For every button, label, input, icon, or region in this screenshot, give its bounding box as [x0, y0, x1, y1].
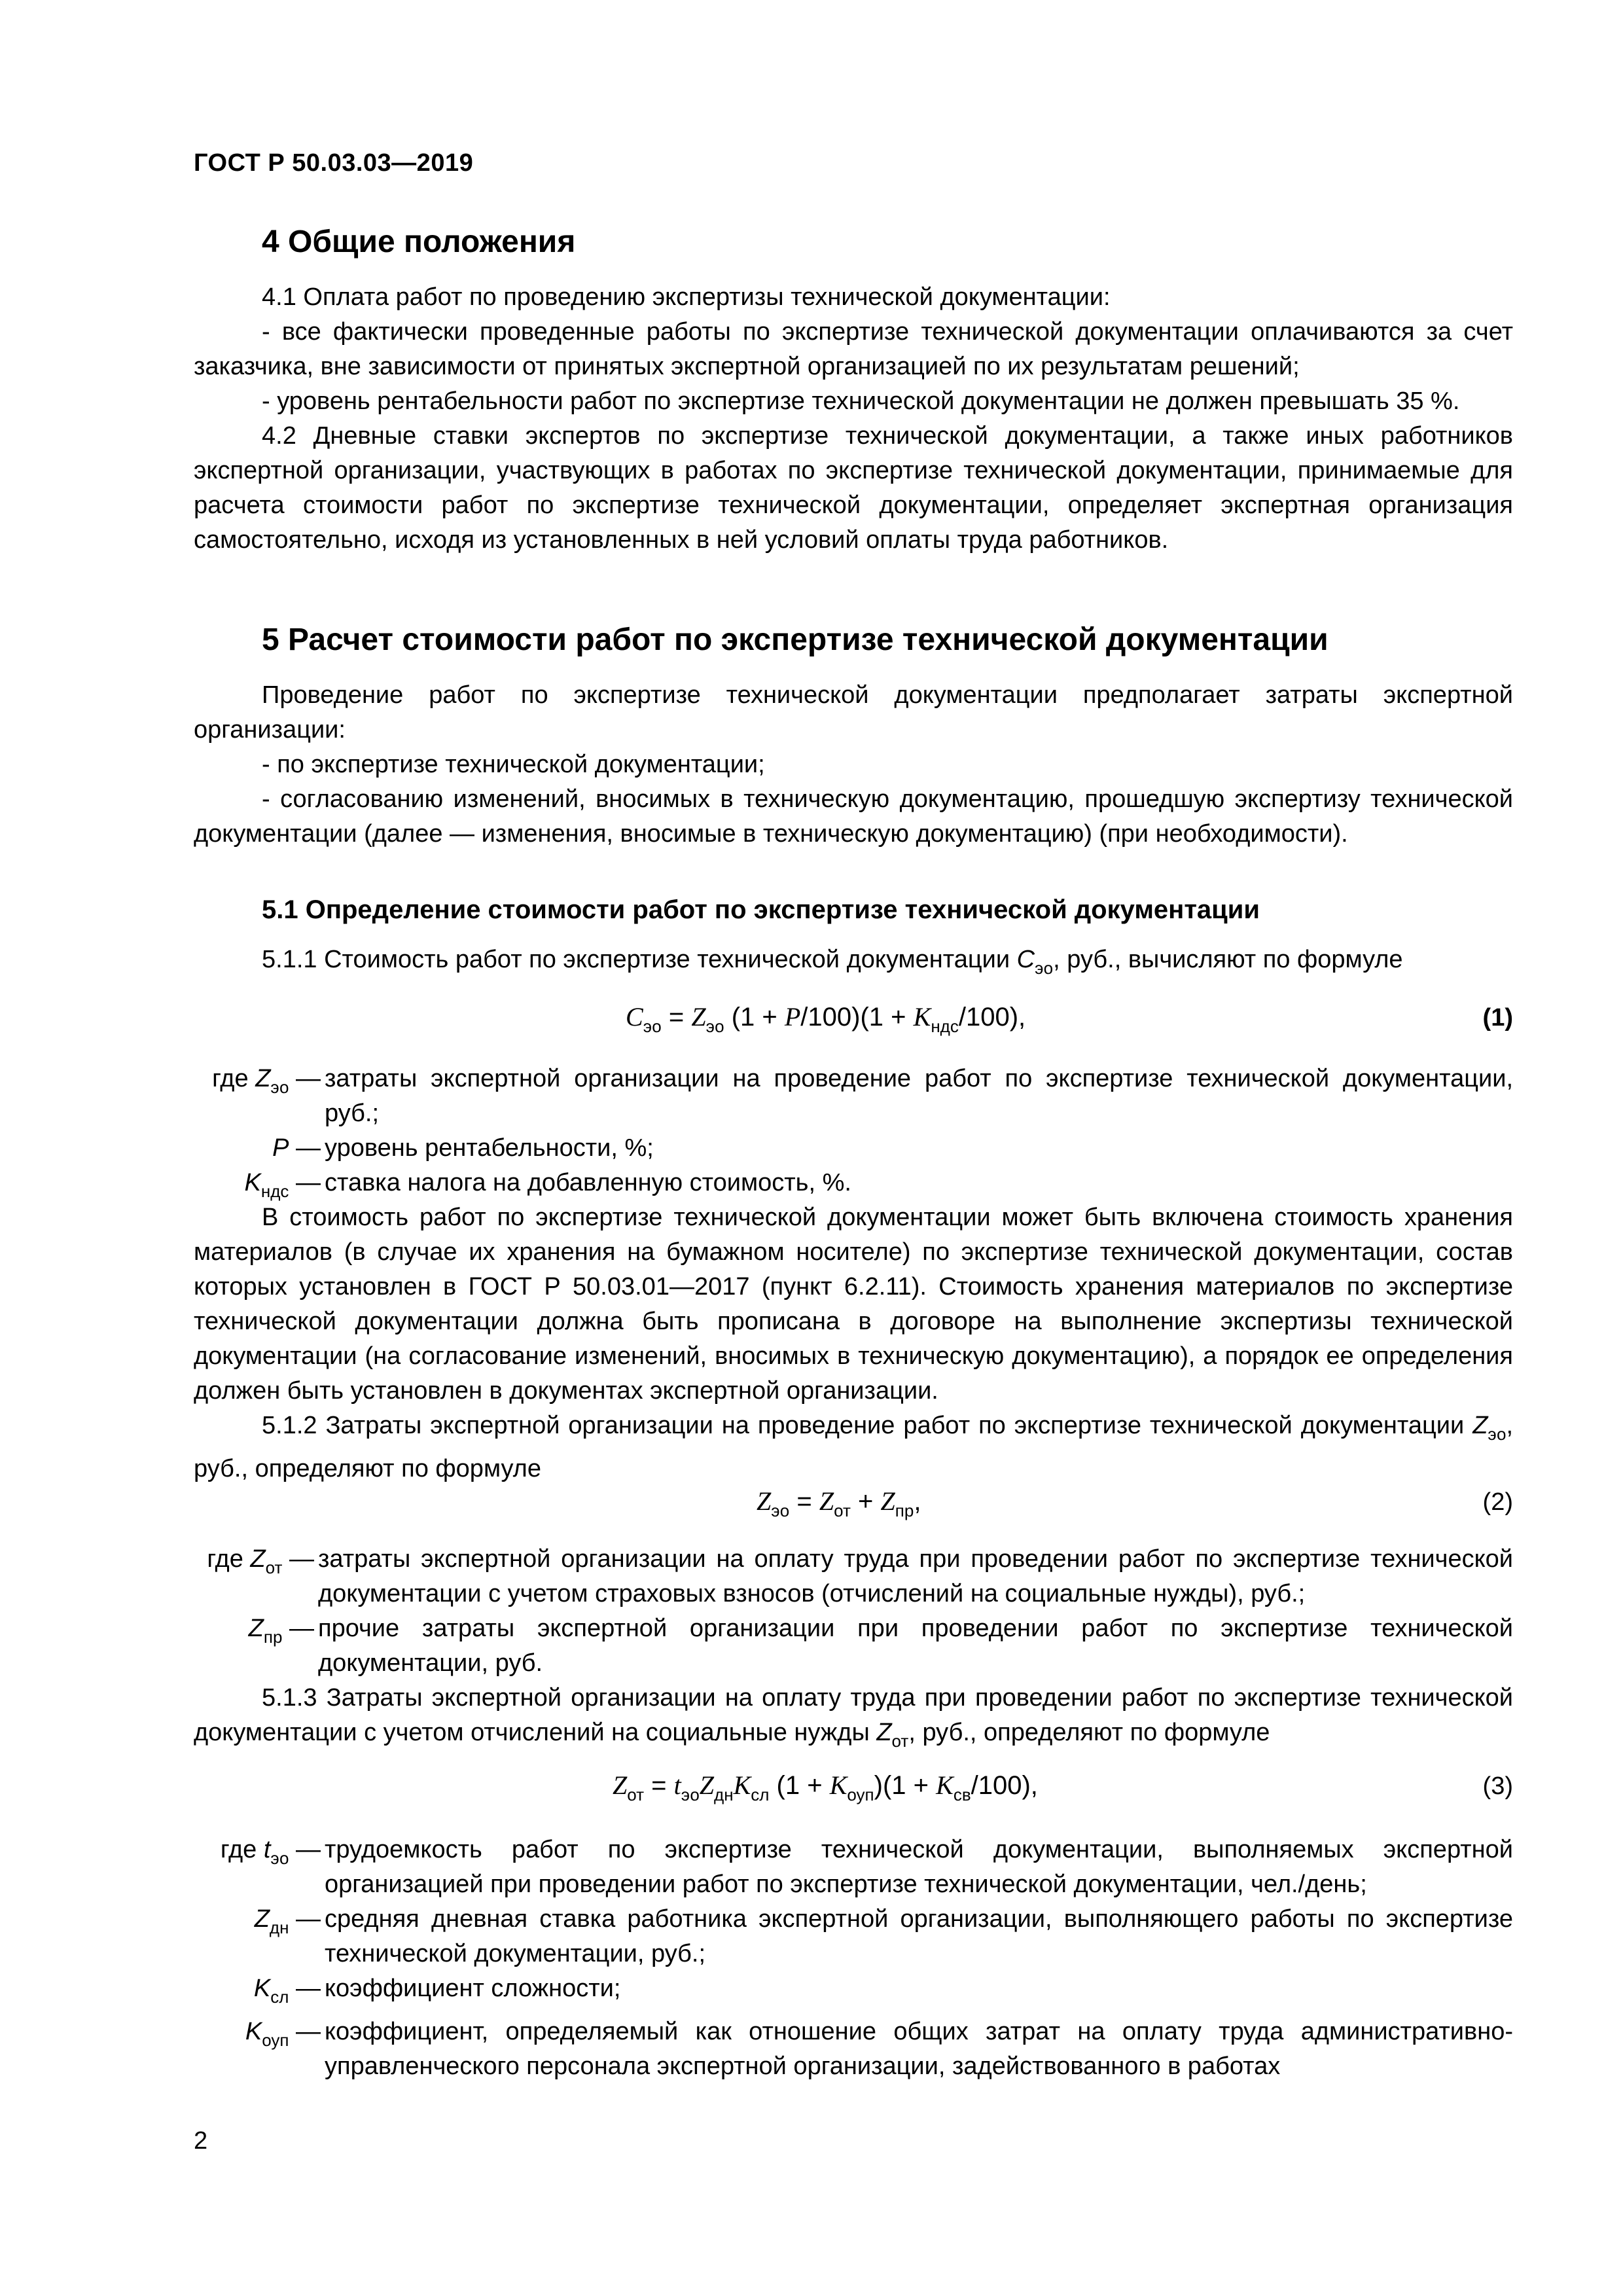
definition-row: $Z_{дн}$ — средняя дневная ставка работника экспертной организации, выполняющего работы по экспертизе технической документации, руб.;: [254, 1905, 1513, 1967]
formula-3: $Z_{от} = t_{эо}Z_{дн}K_{сл}$ $(1 + K_{оуп})(1 + K_{св}/100)$, (3): [613, 1770, 1513, 1804]
definition-row: где $Z_{эо}$ — затраты экспертной организации на проведение работ по экспертизе технической документации, руб.;: [212, 1065, 1513, 1127]
section-5-title: 5 Расчет стоимости работ по экспертизе технической документации: [262, 622, 1329, 657]
section-5-body: [194, 678, 1513, 852]
page-number: 2: [194, 2127, 208, 2155]
definition-row: P — уровень рентабельности, %;: [272, 1134, 654, 1162]
paragraph: 4.1 Оплата работ по проведению экспертизы технической документации:: [262, 283, 1111, 311]
definition-row: где $t_{эо}$ — трудоемкость работ по экспертизе технической документации, выполняемых экспертной организацией при проведении работ по экспертизе технической документации, чел./день;: [220, 1836, 1513, 1898]
section-4-title: 4 Общие положения: [262, 224, 576, 259]
paragraph: - уровень рентабельности работ по экспертизе технической документации не должен превышать 35 %.: [262, 387, 1460, 415]
paragraph: 5.1.2 Затраты экспертной организации на проведение работ по экспертизе технической документации $Z_{эо}$, руб., определяют по формуле: [194, 1412, 1513, 1482]
paragraph: - все фактически проведенные работы по экспертизе технической документации оплачиваются за счет заказчика, вне зависимости от принятых экспертной организацией по их результатам решений;: [194, 318, 1513, 380]
formula-1: $C_{эо} = Z_{эо}$ $(1 + P/100)(1 + K_{ндс}/100)$, (1): [626, 1002, 1513, 1036]
formula-number: (2): [1482, 1488, 1513, 1516]
definition-row: $Z_{пр}$ — прочие затраты экспертной организации при проведении работ по экспертизе технической документации, руб.: [248, 1615, 1513, 1677]
definition-row: $K_{сл}$ — коэффициент сложности;: [253, 1975, 621, 2007]
section-4-body: [194, 280, 1513, 558]
definition-row: $K_{ндс}$ — ставка налога на добавленную стоимость, %.: [244, 1169, 851, 1201]
paragraph: Проведение работ по экспертизе технической документации предполагает затраты экспертной организации:: [194, 681, 1513, 744]
paragraph: 5.1.3 Затраты экспертной организации на оплату труда при проведении работ по экспертизе технической документации с учетом отчислений на социальные нужды $Z_{от}$, руб., определяют по формуле: [194, 1684, 1513, 1751]
subsection-5-1-title: 5.1 Определение стоимости работ по экспертизе технической документации: [262, 895, 1260, 924]
paragraph: В стоимость работ по экспертизе технической документации может быть включена стоимость хранения материалов (в случае их хранения на бумажном носителе) по экспертизе технической документации, состав которых установлен в ГОСТ Р 50.03.01—2017 (пункт 6.2.11). Стоимость хранения материалов по экспертизе технической документации должна быть прописана в договоре на выполнение экспертизы технической документации (на согласование изменений, вносимых в техническую документацию), а порядок ее определения должен быть установлен в документах экспертной организации.: [194, 1204, 1513, 1405]
formula-number: (3): [1482, 1772, 1513, 1800]
clause-5-1-3: [194, 1681, 1513, 1759]
definition-row: $K_{оуп}$ — коэффициент, определяемый как отношение общих затрат на оплату труда административно-управленческого персонала экспертной организации, задействованного в работах: [245, 2018, 1513, 2080]
document-header: ГОСТ Р 50.03.03—2019: [194, 149, 474, 177]
formula-2-definitions: [194, 1542, 1513, 1681]
paragraph: 4.2 Дневные ставки экспертов по экспертизе технической документации, а также иных работников экспертной организации, участвующих в работах по экспертизе технической документации, принимаемые для расчета стоимости работ по экспертизе технической документации, определяет экспертная организация самостоятельно, исходя из установленных в ней условий оплаты труда работников.: [194, 422, 1513, 554]
clause-5-1-2: [194, 1408, 1513, 1486]
paragraph: 5.1.1 Стоимость работ по экспертизе технической документации $C_{эо}$, руб., вычисляют по формуле: [262, 946, 1403, 978]
formula-2: $Z_{эо} = Z_{от} + Z_{пр}$, (2): [757, 1486, 1513, 1520]
paragraph: - по экспертизе технической документации;: [262, 751, 765, 778]
formula-1-definitions: [194, 1062, 1513, 1209]
formula-3-definitions: [194, 1833, 1513, 2084]
formula-number: (1): [1482, 1004, 1513, 1031]
clause-5-1-1: [194, 942, 1513, 986]
definition-row: где $Z_{от}$ — затраты экспертной организации на оплату труда при проведении работ по экспертизе технической документации с учетом страховых взносов (отчислений на социальные нужды), руб.;: [207, 1545, 1513, 1607]
clause-5-1-1-storage: [194, 1200, 1513, 1408]
paragraph: - согласованию изменений, вносимых в техническую документацию, прошедшую экспертизу технической документации (далее — изменения, вносимые в техническую документацию) (при необходимости).: [194, 785, 1513, 848]
